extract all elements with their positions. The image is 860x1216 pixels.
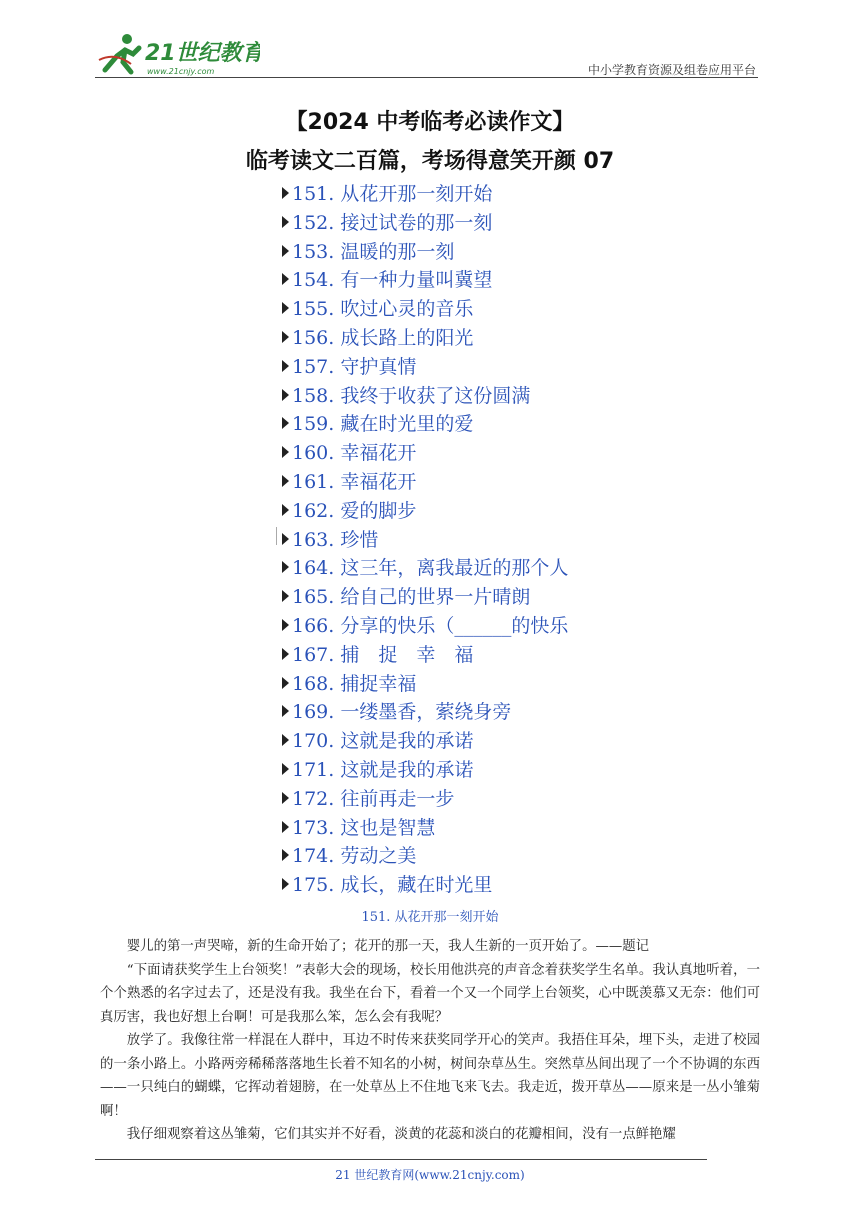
toc-item-label: 158. 我终于收获了这份圆满 [292, 384, 531, 407]
document-subtitle: 临考读文二百篇，考场得意笑开颜 07 [245, 149, 615, 174]
essay-body [100, 935, 760, 1147]
triangle-bullet-icon [282, 273, 289, 285]
triangle-bullet-icon [282, 302, 289, 314]
triangle-bullet-icon [282, 561, 289, 573]
triangle-bullet-icon [282, 417, 289, 429]
toc-item-label: 168. 捕捉幸福 [292, 672, 417, 695]
triangle-bullet-icon [282, 763, 289, 775]
toc-item-label: 175. 成长，藏在时光里 [292, 874, 493, 897]
toc-item-label: 153. 温暖的那一刻 [292, 240, 455, 263]
toc-item[interactable] [282, 641, 592, 669]
toc-item-label: 172. 往前再走一步 [292, 787, 455, 810]
logo-url: www.21cnjy.com [147, 67, 215, 76]
toc-item[interactable] [282, 238, 592, 266]
toc-item-label: 173. 这也是智慧 [292, 816, 436, 839]
triangle-bullet-icon [282, 446, 289, 458]
footer-divider [95, 1159, 707, 1160]
toc-item-label: 155. 吹过心灵的音乐 [292, 298, 474, 321]
triangle-bullet-icon [282, 533, 289, 545]
toc-item-label: 156. 成长路上的阳光 [292, 327, 474, 349]
toc-item[interactable] [282, 612, 592, 640]
toc-item-label: 161. 幸福花开 [292, 471, 417, 493]
toc-item-label: 174. 劳动之美 [292, 845, 417, 868]
triangle-bullet-icon [282, 187, 289, 199]
toc-item-label: 165. 给自己的世界一片晴朗 [292, 586, 531, 609]
toc-item-label: 167. 捕 捉 幸 福 [292, 643, 474, 666]
triangle-bullet-icon [282, 734, 289, 746]
paragraph: 婴儿的第一声哭啼，新的生命开始了；花开的那一天，我人生新的一页开始了。——题记 [126, 939, 650, 954]
toc-item[interactable] [282, 670, 592, 698]
section-heading: 151. 从花开那一刻开始 [361, 910, 499, 925]
toc-item[interactable] [282, 266, 592, 294]
toc-item-label: 157. 守护真情 [292, 355, 417, 378]
toc-item[interactable] [282, 324, 592, 352]
toc-item-label: 152. 接过试卷的那一刻 [292, 211, 493, 234]
toc-item-label: 154. 有一种力量叫冀望 [292, 269, 493, 292]
triangle-bullet-icon [282, 677, 289, 689]
toc-item-label: 171. 这就是我的承诺 [292, 759, 474, 781]
toc-item[interactable] [282, 842, 592, 870]
toc-item[interactable] [282, 583, 592, 611]
toc-item[interactable] [282, 785, 592, 813]
toc-item[interactable] [282, 554, 592, 582]
toc-item-label: 160. 幸福花开 [292, 442, 417, 465]
toc-item[interactable] [282, 439, 592, 467]
paragraph: 放学了。我像往常一样混在人群中，耳边不时传来获奖同学开心的笑声。我捂住耳朵，埋下头，走进了校园的一条小路上。小路两旁稀稀落落地生长着不知名的小树，树间杂草丛生。突然草丛间出现了一个不协调的东西——一只纯白的蝴蝶，它挥动着翅膀，在一处草丛上不住地飞来飞去。我走近，拨开草丛——原来是一丛小雏菊啊！ [100, 1033, 760, 1119]
triangle-bullet-icon [282, 360, 289, 372]
triangle-bullet-icon [282, 504, 289, 516]
toc-item-label: 162. 爱的脚步 [292, 499, 417, 522]
toc-item-label: 170. 这就是我的承诺 [292, 730, 474, 753]
toc-item[interactable] [282, 468, 592, 496]
triangle-bullet-icon [282, 590, 289, 602]
toc-item[interactable] [282, 209, 592, 237]
triangle-bullet-icon [282, 648, 289, 660]
triangle-bullet-icon [282, 878, 289, 890]
triangle-bullet-icon [282, 389, 289, 401]
header-platform-name: 中小学教育资源及组卷应用平台 [587, 63, 756, 77]
toc-item-label: 159. 藏在时光里的爱 [292, 413, 474, 436]
toc-item-label: 164. 这三年，离我最近的那个人 [292, 557, 569, 580]
triangle-bullet-icon [282, 216, 289, 228]
logo-text: 21世纪教育 [145, 41, 260, 66]
triangle-bullet-icon [282, 245, 289, 257]
toc-item-label: 163. 珍惜 [292, 528, 379, 551]
toc-item[interactable] [282, 180, 592, 208]
triangle-bullet-icon [282, 849, 289, 861]
page-header [95, 30, 758, 78]
toc-item[interactable] [282, 497, 592, 525]
toc-item-label: 166. 分享的快乐（______的快乐 [292, 615, 569, 637]
toc-item[interactable] [282, 410, 592, 438]
toc-item-label: 169. 一缕墨香，萦绕身旁 [292, 701, 512, 724]
toc-item[interactable] [282, 814, 592, 842]
triangle-bullet-icon [282, 331, 289, 343]
triangle-bullet-icon [282, 705, 289, 717]
toc-item[interactable] [282, 353, 592, 381]
paragraph: 我仔细观察着这丛雏菊，它们其实并不好看，淡黄的花蕊和淡白的花瓣相间，没有一点鲜艳耀 [126, 1127, 676, 1142]
toc-item-label: 151. 从花开那一刻开始 [292, 183, 493, 205]
paragraph: “下面请获奖学生上台领奖！”表彰大会的现场，校长用他洪亮的声音念着获奖学生名单。我认真地听着，一个个熟悉的名字过去了，还是没有我。我坐在台下，看着一个又一个同学上台领奖，心中既羡慕又无奈：他们可真厉害，我也好想上台啊！可是我那么笨，怎么会有我呢？ [100, 962, 760, 1025]
page-footer: 21 世纪教育网(www.21cnjy.com) [335, 1168, 525, 1182]
toc-item[interactable] [282, 698, 592, 726]
triangle-bullet-icon [282, 619, 289, 631]
toc-item[interactable] [282, 871, 592, 899]
toc-item[interactable] [282, 382, 592, 410]
toc-item[interactable] [282, 756, 592, 784]
toc-item[interactable] [282, 526, 592, 554]
document-title: 【2024 中考临考必读作文】 [285, 110, 575, 135]
toc-margin-mark [276, 527, 277, 545]
header-divider [95, 77, 758, 78]
toc-item[interactable] [282, 295, 592, 323]
triangle-bullet-icon [282, 475, 289, 487]
triangle-bullet-icon [282, 792, 289, 804]
table-of-contents [282, 180, 592, 900]
triangle-bullet-icon [282, 821, 289, 833]
site-logo [95, 30, 260, 78]
toc-item[interactable] [282, 727, 592, 755]
